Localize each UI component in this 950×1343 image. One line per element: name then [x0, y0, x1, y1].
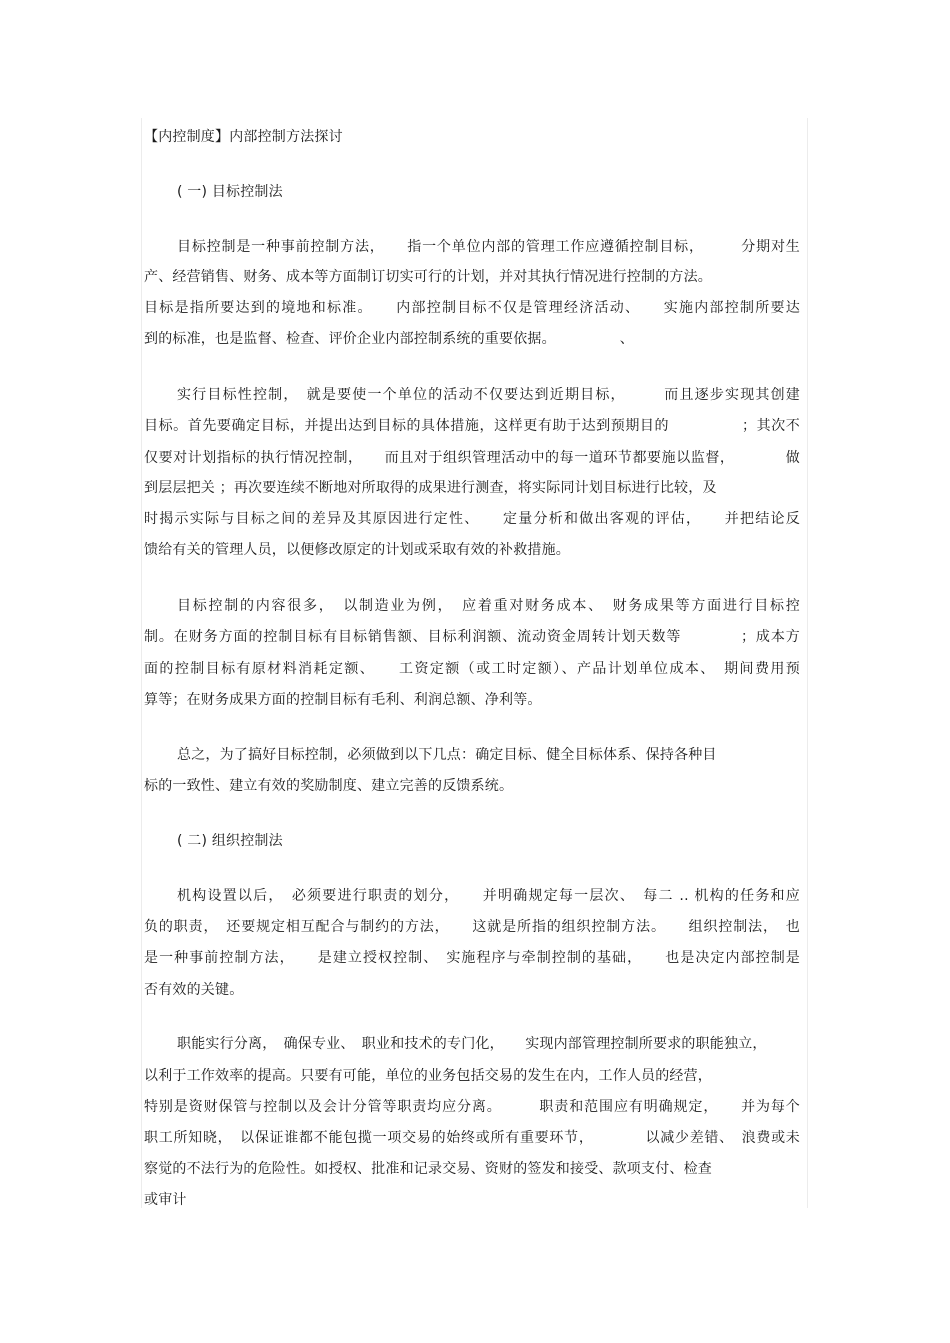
- paragraph-line: 到的标准，也是监督、检查、评价企业内部控制系统的重要依据。 、: [144, 331, 634, 347]
- paragraph-line: 是一种事前控制方法， 是建立授权控制、 实施程序与牵制控制的基础， 也是决定内部控制是: [144, 950, 800, 966]
- paragraph-line: 总之，为了搞好目标控制，必须做到以下几点：确定目标、健全目标体系、保持各种目: [177, 747, 717, 763]
- paragraph-line: 职工所知晓， 以保证谁都不能包揽一项交易的始终或所有重要环节， 以减少差错、 浪费或未: [144, 1130, 800, 1146]
- paragraph-line: 到层层把关 ；再次要连续不断地对所取得的成果进行测查，将实际同计划目标进行比较，及: [144, 480, 717, 496]
- paragraph-line: 特别是资财保管与控制以及会计分管等职责均应分离。 职责和范围应有明确规定， 并为每个: [144, 1099, 800, 1115]
- paragraph-line: 实行目标性控制， 就是要使一个单位的活动不仅要达到近期目标， 而且逐步实现其创建: [177, 387, 800, 403]
- paragraph-line: 以利于工作效率的提高。只要有可能，单位的业务包括交易的发生在内，工作人员的经营，: [144, 1068, 712, 1084]
- paragraph-line: 时揭示实际与目标之间的差异及其原因进行定性、 定量分析和做出客观的评估， 并把结论反: [144, 511, 800, 527]
- paragraph-line: 仅要对计划指标的执行情况控制， 而且对于组织管理活动中的每一道环节都要施以监督， 做: [144, 450, 800, 466]
- section-heading: ( 一) 目标控制法: [177, 184, 283, 200]
- paragraph-line: 目标控制的内容很多， 以制造业为例， 应着重对财务成本、 财务成果等方面进行目标控: [177, 598, 800, 614]
- paragraph-line: 职能实行分离， 确保专业、 职业和技术的专门化， 实现内部管理控制所要求的职能独立，: [177, 1036, 767, 1052]
- document-title: 【内控制度】内部控制方法探讨: [144, 129, 343, 145]
- paragraph-line: 标的一致性、建立有效的奖励制度、建立完善的反馈系统。: [144, 778, 514, 794]
- paragraph-line: 目标。首先要确定目标，并提出达到目标的具体措施，这样更有助于达到预期目的 ；其次不: [144, 418, 800, 434]
- paragraph-line: 面的控制目标有原材料消耗定额、 工资定额（或工时定额）、产品计划单位成本、 期间费用预: [144, 661, 800, 677]
- paragraph-line: 算等；在财务成果方面的控制目标有毛利、利润总额、净利等。: [144, 692, 542, 708]
- paragraph-line: 馈给有关的管理人员，以便修改原定的计划或采取有效的补救措施。: [144, 542, 570, 558]
- paragraph-line: 察觉的不法行为的危险性。如授权、批准和记录交易、资财的签发和接受、款项支付、检查: [144, 1161, 712, 1177]
- paragraph-line: 机构设置以后， 必须要进行职责的划分， 并明确规定每一层次、 每二 .. 机构的任务和应: [177, 888, 800, 904]
- paragraph-line: 目标控制是一种事前控制方法， 指一个单位内部的管理工作应遵循控制目标， 分期对生: [177, 239, 800, 255]
- paragraph-line: 负的职责， 还要规定相互配合与制约的方法， 这就是所指的组织控制方法。 组织控制法， 也: [144, 919, 800, 935]
- paragraph-line: 制。在财务方面的控制目标有目标销售额、目标利润额、流动资金周转计划天数等 ；成本方: [144, 629, 800, 645]
- paragraph-line: 否有效的关键。: [144, 982, 244, 998]
- paragraph-line: 或审计: [144, 1192, 187, 1208]
- paragraph-line: 目标是指所要达到的境地和标准。 内部控制目标不仅是管理经济活动、 实施内部控制所要达: [144, 300, 800, 316]
- paragraph-line: 产、经营销售、财务、成本等方面制订切实可行的计划，并对其执行情况进行控制的方法。: [144, 269, 712, 285]
- section-heading: ( 二) 组织控制法: [177, 833, 283, 849]
